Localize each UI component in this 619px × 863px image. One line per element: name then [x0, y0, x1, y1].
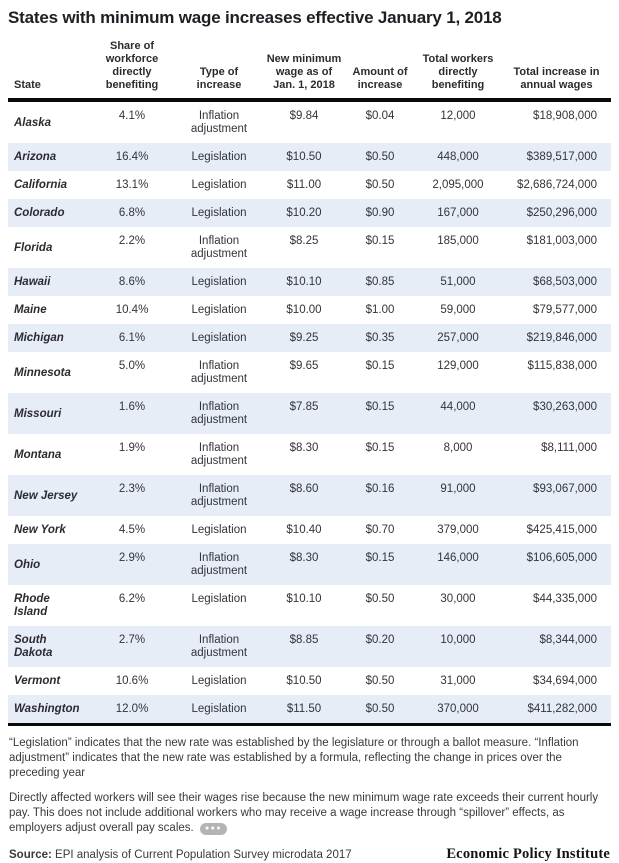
col-header-share-benefiting: Share of workforce directly benefiting	[88, 40, 176, 100]
footnote-legislation-definition: “Legislation” indicates that the new rate was established by the legislature or through a ballot measure. “Inflation adjustment” indicates that the new rate was established by a formula, reflecting the change in prices over the preceding year	[9, 737, 579, 779]
new-minimum-wage-cell: $10.40	[286, 524, 322, 536]
total-workers-cell: 2,095,000	[432, 179, 484, 191]
table-row	[8, 268, 611, 296]
total-workers-cell: 8,000	[443, 442, 473, 454]
table-row	[8, 544, 611, 585]
col-header-total-increase-wages: Total increase in annual wages	[502, 40, 611, 100]
new-minimum-wage-cell: $8.85	[289, 634, 319, 646]
state-cell: Florida	[14, 241, 53, 254]
table-row	[8, 143, 611, 171]
new-minimum-wage-cell: $7.85	[289, 401, 319, 413]
col-header-state: State	[8, 40, 88, 100]
share-benefiting-cell: 2.2%	[118, 235, 146, 247]
source-label: Source:	[9, 849, 52, 861]
state-cell: Michigan	[14, 332, 64, 344]
total-increase-wages-cell: $106,605,000	[526, 552, 597, 564]
total-workers-cell: 448,000	[437, 151, 479, 163]
state-cell: New York	[14, 524, 66, 536]
type-of-increase-cell: Inflation adjustment	[190, 442, 248, 467]
new-minimum-wage-cell: $11.00	[286, 179, 322, 191]
total-workers-cell: 59,000	[440, 304, 476, 316]
table-row	[8, 227, 611, 268]
type-of-increase-cell: Inflation adjustment	[190, 360, 248, 385]
col-header-total-workers: Total workers directly benefiting	[414, 40, 502, 100]
state-cell: Colorado	[14, 207, 65, 219]
amount-of-increase-cell: $0.35	[365, 332, 395, 344]
type-of-increase-cell: Inflation adjustment	[190, 401, 248, 426]
table-row	[8, 100, 611, 143]
share-benefiting-cell: 5.0%	[118, 360, 146, 372]
col-header-type-of-increase: Type of increase	[176, 40, 262, 100]
type-of-increase-cell: Inflation adjustment	[190, 483, 248, 508]
amount-of-increase-cell: $0.15	[365, 235, 395, 247]
share-benefiting-cell: 13.1%	[115, 179, 149, 191]
more-options-button[interactable]	[200, 823, 227, 835]
total-increase-wages-cell: $93,067,000	[533, 483, 597, 495]
state-cell: Missouri	[14, 407, 62, 420]
share-benefiting-cell: 4.5%	[118, 524, 146, 536]
amount-of-increase-cell: $0.50	[365, 179, 395, 191]
type-of-increase-cell: Legislation	[191, 207, 247, 219]
table-row	[8, 352, 611, 393]
type-of-increase-cell: Inflation adjustment	[190, 235, 248, 260]
footnote-directly-affected	[9, 791, 610, 836]
col-header-new-minimum-wage: New minimum wage as of Jan. 1, 2018	[262, 40, 346, 100]
amount-of-increase-cell: $0.15	[365, 552, 395, 564]
share-benefiting-cell: 2.7%	[118, 634, 146, 646]
total-increase-wages-cell: $34,694,000	[533, 675, 597, 687]
type-of-increase-cell: Inflation adjustment	[190, 552, 248, 577]
type-of-increase-cell: Inflation adjustment	[190, 110, 248, 135]
total-workers-cell: 370,000	[437, 703, 479, 715]
source-line	[9, 849, 352, 861]
type-of-increase-cell: Legislation	[191, 332, 247, 344]
type-of-increase-cell: Legislation	[191, 179, 247, 191]
total-increase-wages-cell: $18,908,000	[533, 110, 597, 122]
state-cell: Hawaii	[14, 276, 51, 288]
state-cell: New Jersey	[14, 489, 78, 502]
amount-of-increase-cell: $0.50	[365, 593, 395, 605]
state-cell: South Dakota	[14, 634, 53, 659]
amount-of-increase-cell: $0.50	[365, 675, 395, 687]
share-benefiting-cell: 2.3%	[118, 483, 146, 495]
amount-of-increase-cell: $0.85	[365, 276, 395, 288]
total-workers-cell: 12,000	[440, 110, 476, 122]
page-title: States with minimum wage increases effective January 1, 2018	[8, 8, 502, 27]
new-minimum-wage-cell: $8.30	[289, 552, 319, 564]
new-minimum-wage-cell: $9.65	[289, 360, 319, 372]
total-workers-cell: 10,000	[440, 634, 476, 646]
total-increase-wages-cell: $389,517,000	[526, 151, 597, 163]
total-increase-wages-cell: $219,846,000	[526, 332, 597, 344]
state-cell: Rhode Island	[14, 593, 50, 618]
table-row	[8, 393, 611, 434]
total-workers-cell: 44,000	[440, 401, 476, 413]
amount-of-increase-cell: $0.50	[365, 151, 395, 163]
state-cell: Ohio	[14, 558, 41, 571]
state-cell: Arizona	[14, 151, 57, 163]
table-row	[8, 516, 611, 544]
header-row	[8, 40, 611, 100]
state-cell: Maine	[14, 304, 47, 316]
state-cell: Alaska	[14, 116, 52, 129]
amount-of-increase-cell: $1.00	[365, 304, 395, 316]
total-increase-wages-cell: $79,577,000	[533, 304, 597, 316]
new-minimum-wage-cell: $8.25	[289, 235, 319, 247]
share-benefiting-cell: 6.1%	[118, 332, 146, 344]
total-increase-wages-cell: $68,503,000	[533, 276, 597, 288]
total-increase-wages-cell: $250,296,000	[526, 207, 597, 219]
share-benefiting-cell: 6.2%	[118, 593, 146, 605]
total-increase-wages-cell: $411,282,000	[527, 703, 597, 715]
table-row	[8, 296, 611, 324]
state-cell: Montana	[14, 448, 62, 461]
total-increase-wages-cell: $181,003,000	[526, 235, 597, 247]
amount-of-increase-cell: $0.04	[365, 110, 395, 122]
share-benefiting-cell: 6.8%	[118, 207, 146, 219]
amount-of-increase-cell: $0.15	[365, 401, 395, 413]
total-workers-cell: 167,000	[437, 207, 479, 219]
total-increase-wages-cell: $115,838,000	[527, 360, 597, 372]
total-workers-cell: 185,000	[437, 235, 479, 247]
table-header	[8, 40, 611, 100]
total-workers-cell: 129,000	[437, 360, 479, 372]
col-header-amount-of-increase: Amount of increase	[346, 40, 414, 100]
new-minimum-wage-cell: $8.60	[289, 483, 319, 495]
state-cell: Vermont	[14, 675, 61, 687]
share-benefiting-cell: 1.9%	[118, 442, 146, 454]
type-of-increase-cell: Inflation adjustment	[190, 634, 248, 659]
total-increase-wages-cell: $425,415,000	[526, 524, 597, 536]
type-of-increase-cell: Legislation	[191, 524, 247, 536]
state-cell: Minnesota	[14, 366, 71, 379]
table-row	[8, 199, 611, 227]
table-row	[8, 324, 611, 352]
table-row	[8, 585, 611, 626]
state-cell: Washington	[14, 703, 80, 715]
total-increase-wages-cell: $8,111,000	[541, 442, 597, 454]
share-benefiting-cell: 1.6%	[118, 401, 146, 413]
amount-of-increase-cell: $0.20	[365, 634, 395, 646]
table-row	[8, 626, 611, 667]
total-workers-cell: 31,000	[440, 675, 476, 687]
total-workers-cell: 51,000	[440, 276, 476, 288]
total-workers-cell: 91,000	[440, 483, 476, 495]
type-of-increase-cell: Legislation	[191, 675, 247, 687]
footnote-directly-affected-text: Directly affected workers will see their wages rise because the new minimum wage rate exceeds their current hourly pay. This does not include additional workers who may receive a wage increase through “spillover” effects, as employers adjust overall pay scales.	[9, 792, 599, 834]
share-benefiting-cell: 16.4%	[115, 151, 149, 163]
new-minimum-wage-cell: $10.10	[286, 276, 322, 288]
total-increase-wages-cell: $8,344,000	[539, 634, 597, 646]
total-increase-wages-cell: $30,263,000	[533, 401, 597, 413]
new-minimum-wage-cell: $10.50	[286, 151, 322, 163]
type-of-increase-cell: Legislation	[191, 304, 247, 316]
amount-of-increase-cell: $0.15	[365, 442, 395, 454]
total-workers-cell: 146,000	[437, 552, 479, 564]
amount-of-increase-cell: $0.16	[365, 483, 395, 495]
total-workers-cell: 30,000	[440, 593, 476, 605]
source-text: EPI analysis of Current Population Survey microdata 2017	[51, 849, 352, 861]
type-of-increase-cell: Legislation	[191, 151, 247, 163]
ellipsis-icon: ●●●	[204, 825, 223, 832]
table-body	[8, 100, 611, 725]
new-minimum-wage-cell: $9.25	[289, 332, 319, 344]
table-row	[8, 695, 611, 725]
min-wage-table	[8, 40, 611, 726]
amount-of-increase-cell: $0.15	[365, 360, 395, 372]
new-minimum-wage-cell: $11.50	[286, 703, 322, 715]
share-benefiting-cell: 12.0%	[115, 703, 149, 715]
new-minimum-wage-cell: $9.84	[289, 110, 319, 122]
total-increase-wages-cell: $2,686,724,000	[517, 179, 597, 191]
table-row	[8, 434, 611, 475]
amount-of-increase-cell: $0.90	[365, 207, 395, 219]
total-workers-cell: 379,000	[437, 524, 479, 536]
new-minimum-wage-cell: $10.50	[286, 675, 322, 687]
type-of-increase-cell: Legislation	[191, 703, 247, 715]
new-minimum-wage-cell: $10.10	[286, 593, 322, 605]
total-increase-wages-cell: $44,335,000	[533, 593, 597, 605]
source-row	[9, 846, 610, 863]
amount-of-increase-cell: $0.50	[365, 703, 395, 715]
share-benefiting-cell: 10.4%	[115, 304, 149, 316]
new-minimum-wage-cell: $8.30	[289, 442, 319, 454]
epi-logo: Economic Policy Institute	[446, 846, 610, 862]
total-workers-cell: 257,000	[437, 332, 479, 344]
share-benefiting-cell: 4.1%	[118, 110, 146, 122]
new-minimum-wage-cell: $10.00	[286, 304, 322, 316]
state-cell: California	[14, 179, 68, 191]
share-benefiting-cell: 2.9%	[118, 552, 146, 564]
table-row	[8, 475, 611, 516]
footnotes	[8, 726, 611, 863]
table-row	[8, 667, 611, 695]
amount-of-increase-cell: $0.70	[365, 524, 395, 536]
share-benefiting-cell: 8.6%	[118, 276, 146, 288]
type-of-increase-cell: Legislation	[191, 593, 247, 605]
table-row	[8, 171, 611, 199]
share-benefiting-cell: 10.6%	[115, 675, 149, 687]
new-minimum-wage-cell: $10.20	[286, 207, 322, 219]
type-of-increase-cell: Legislation	[191, 276, 247, 288]
